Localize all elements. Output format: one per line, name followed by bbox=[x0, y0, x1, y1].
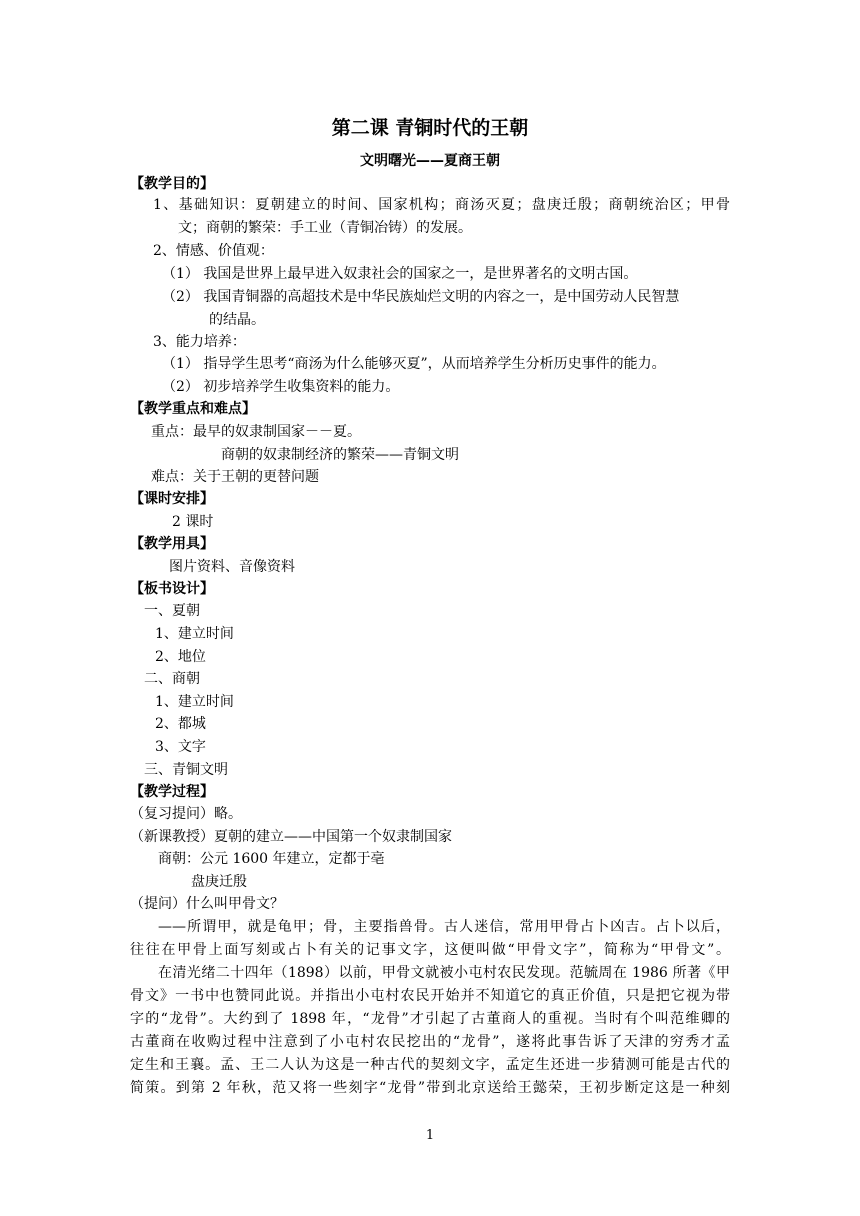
text-line: （1） 指导学生思考“商汤为什么能够灭夏”，从而培养学生分析历史事件的能力。 bbox=[162, 356, 666, 372]
section-heading: 【教学过程】 bbox=[130, 784, 214, 800]
page-number: 1 bbox=[425, 1128, 435, 1143]
text-line: 一、夏朝 bbox=[144, 603, 200, 619]
text-line: 1、基础知识：夏朝建立的时间、国家机构；商汤灭夏；盘庚迁殷；商朝统治区；甲骨 bbox=[153, 197, 730, 213]
text-line: 2、情感、价值观： bbox=[153, 243, 274, 259]
section-heading: 【教学重点和难点】 bbox=[130, 401, 256, 417]
paragraph-line: 简策。到第 2 年秋，范又将一些刻字“龙骨”带到北京送给王懿荣，王初步断定这是一种刻 bbox=[130, 1080, 730, 1096]
text-line: 3、能力培养： bbox=[153, 334, 246, 350]
page-subtitle: 文明曙光——夏商王朝 bbox=[360, 153, 500, 169]
paragraph-line: 在清光绪二十四年（1898）以前，甲骨文就被小屯村农民发现。范毓周在 1986 所著《甲 bbox=[158, 965, 730, 981]
text-line: 1、建立时间 bbox=[155, 694, 234, 710]
text-line: （2） 我国青铜器的高超技术是中华民族灿烂文明的内容之一，是中国劳动人民智慧 bbox=[162, 289, 680, 305]
text-line: 难点：关于王朝的更替问题 bbox=[151, 469, 319, 485]
text-line: 盘庚迁殷 bbox=[191, 874, 247, 890]
text-line: 三、青铜文明 bbox=[144, 762, 228, 778]
paragraph-line: 古董商在收购过程中注意到了小屯村农民挖出的“龙骨”，遂将此事告诉了天津的穷秀才孟 bbox=[130, 1034, 730, 1050]
text-line: 2、都城 bbox=[155, 716, 206, 732]
text-line: 二、商朝 bbox=[144, 671, 200, 687]
section-heading: 【板书设计】 bbox=[130, 581, 214, 597]
text-line: 2、地位 bbox=[155, 649, 206, 665]
section-heading: 【教学目的】 bbox=[130, 176, 214, 192]
text-line: 1、建立时间 bbox=[155, 626, 234, 642]
paragraph-line: 字的“龙骨”。大约到了 1898 年，“龙骨”才引起了古董商人的重视。当时有个叫范维卿的 bbox=[130, 1011, 730, 1027]
text-line: （提问）什么叫甲骨文？ bbox=[130, 896, 284, 912]
text-line: 商朝：公元 1600 年建立，定都于亳 bbox=[158, 851, 385, 867]
paragraph-line: ——所谓甲，就是龟甲；骨，主要指兽骨。古人迷信，常用甲骨占卜凶吉。占卜以后， bbox=[158, 919, 730, 935]
text-line: 商朝的奴隶制经济的繁荣——青铜文明 bbox=[221, 447, 459, 463]
text-line: （2） 初步培养学生收集资料的能力。 bbox=[162, 379, 400, 395]
text-line: 文；商朝的繁荣：手工业（青铜冶铸）的发展。 bbox=[178, 220, 472, 236]
paragraph-line: 骨文》一书中也赞同此说。并指出小屯村农民开始并不知道它的真正价值，只是把它视为带 bbox=[130, 988, 730, 1004]
text-line: 图片资料、音像资料 bbox=[169, 559, 295, 575]
text-line: （新课教授）夏朝的建立——中国第一个奴隶制国家 bbox=[130, 829, 452, 845]
page-title: 第二课 青铜时代的王朝 bbox=[331, 117, 529, 139]
text-line: （1） 我国是世界上最早进入奴隶社会的国家之一，是世界著名的文明古国。 bbox=[162, 266, 638, 282]
section-heading: 【课时安排】 bbox=[130, 491, 214, 507]
text-line: 重点：最早的奴隶制国家－－夏。 bbox=[151, 424, 361, 440]
text-line: （复习提问）略。 bbox=[130, 806, 242, 822]
text-line: 2 课时 bbox=[172, 514, 214, 530]
paragraph-line: 定生和王襄。孟、王二人认为这是一种古代的契刻文字，孟定生还进一步猜测可能是古代的 bbox=[130, 1057, 730, 1073]
section-heading: 【教学用具】 bbox=[130, 536, 214, 552]
paragraph-line: 往往在甲骨上面写刻或占卜有关的记事文字，这便叫做“甲骨文字”，简称为“甲骨文”。 bbox=[130, 942, 730, 958]
text-line: 的结晶。 bbox=[209, 312, 265, 328]
text-line: 3、文字 bbox=[155, 739, 206, 755]
